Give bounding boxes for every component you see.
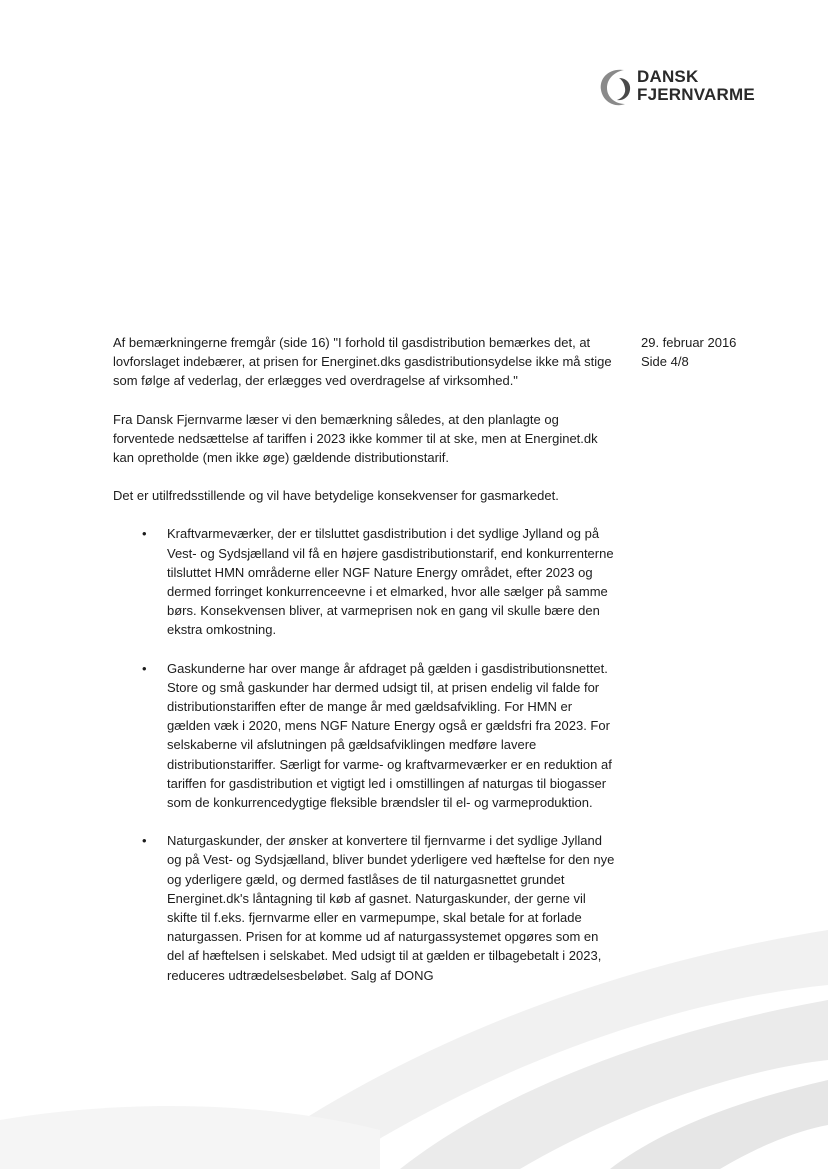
bullet-text-3: Naturgaskunder, der ønsker at konvertere til fjernvarme i det sydlige Jylland og på Vest- og Sydsjælland, bliver bundet yderligere ved hæftelse for den nye og yderligere gæld, og dermed fastlåses de til naturgasnettet grundet Energinet.dk's låntagning til køb af gasnet. Naturgaskunder, der gerne vil skifte til f.eks. fjernvarme eller en varmepumpe, skal betale for at forlade naturgassen. Prisen for at komme ud af naturgassystemet opgøres som en del af hæftelsen i selskabet. Med udsigt til at gælden er tilbagebetalt i 2023, reduceres udtrædelsesbeløbet. Salg af DONG [167,833,615,983]
dansk-fjernvarme-logo [597,66,777,110]
paragraph-1: Af bemærkningerne fremgår (side 16) "I forhold til gasdistribution bemærkes det, at lovforslaget indebærer, at prisen for Energinet.dks gasdistributionsydelse ikke må stige som følge af vederlag, der erlægges ved overdragelse af virksomhed." [113,335,612,389]
paragraph-2: Fra Dansk Fjernvarme læser vi den bemærkning således, at den planlagte og forventede nedsættelse af tariffen i 2023 ikke kommer til at ske, men at Energinet.dk kan opretholde (men ikke øge) gældende distributionstarif. [113,411,598,466]
document-meta [641,333,736,371]
bullet-icon: • [142,526,147,542]
bullet-item-3 [113,831,618,985]
bullet-item-2 [113,659,618,813]
logo-swirl-icon [597,66,637,110]
bullet-text-2: Gaskunderne har over mange år afdraget på gælden i gasdistributionsnettet. Store og små gaskunder har dermed udsigt til, at prisen endelig vil falde for distributionstariffen efter de mange år med gældsafvikling. For HMN er gælden væk i 2020, mens NGF Nature Energy også er gældsfri fra 2023. For selskaberne vil afslutningen på gældsafviklingen medføre lavere distributionstariffer. Særligt for varme- og kraftvarmeværker er en reduktion af tariffen for gasdistribution et vigtigt led i omstillingen af naturgas til biogasser som de konkurrencedygtige fleksible brændsler til el- og varmeproduktion. [167,660,612,811]
bullet-icon: • [142,833,147,849]
paragraph-3: Det er utilfredsstillende og vil have betydelige konsekvenser for gasmarkedet. [113,488,559,504]
bullet-icon: • [142,660,147,676]
logo-wordmark [637,68,755,104]
logo-line-1: DANSK [637,67,699,86]
bullet-text-1: Kraftvarmeværker, der er tilsluttet gasdistribution i det sydlige Jylland og på Vest- og Sydsjælland vil få en højere gasdistributionstarif, end konkurrenterne tilsluttet HMN områderne eller NGF Nature Energy området, efter 2023 og dermed forringet konkurrenceevne i et elmarked, hvor alle sælger på samme børs. Konsekvensen bliver, at varmeprisen nok en gang vil skulle bære den ekstra omkostning. [167,526,614,638]
bullet-list [113,524,618,984]
page-number: Side 4/8 [641,354,689,369]
document-date: 29. februar 2016 [641,335,737,350]
document-body [113,333,618,1004]
bullet-item-1 [113,524,618,639]
logo-line-2: FJERNVARME [637,85,755,104]
